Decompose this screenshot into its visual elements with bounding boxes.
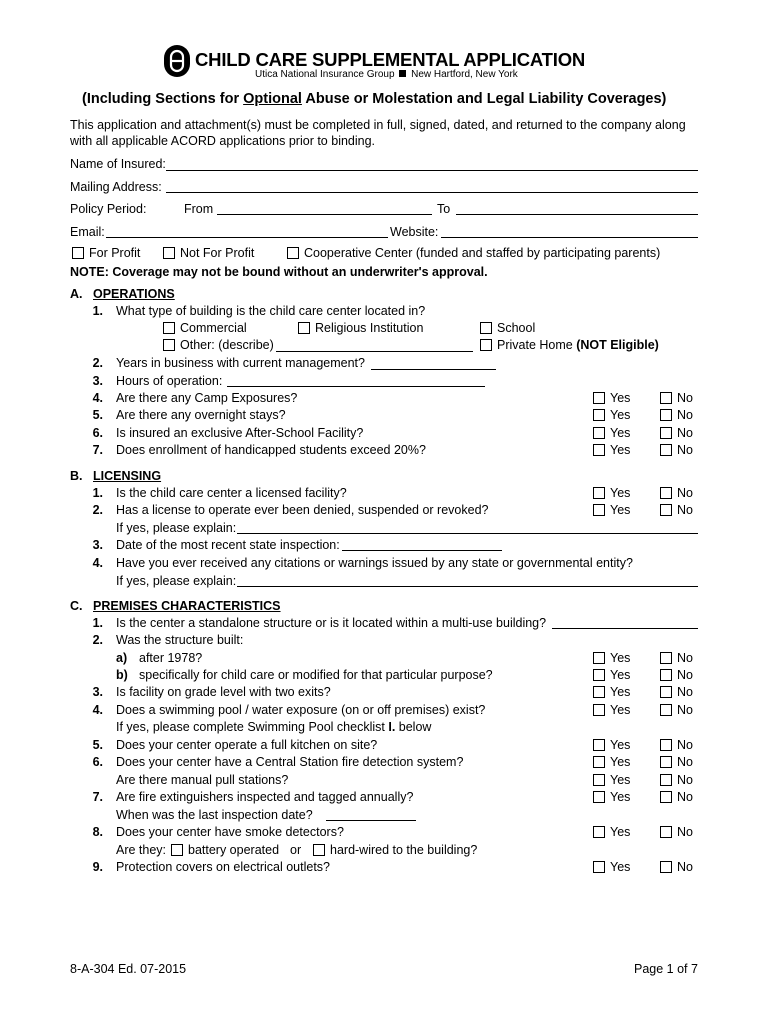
c-q4-subtext bbox=[116, 720, 431, 734]
question-number: 6. bbox=[92, 755, 103, 769]
no-label: No bbox=[677, 443, 693, 457]
logo-icon bbox=[163, 44, 191, 78]
c-q8-subtext: Are they: bbox=[116, 843, 167, 857]
c-q3-yes-checkbox[interactable] bbox=[593, 686, 605, 698]
question-number: 3. bbox=[92, 685, 103, 699]
company-subtitle bbox=[255, 69, 518, 80]
private-home-checkbox[interactable] bbox=[480, 339, 492, 351]
cooperative-label: Cooperative Center (funded and staffed by participating parents) bbox=[304, 246, 661, 260]
religious-checkbox[interactable] bbox=[298, 322, 310, 334]
to-label: To bbox=[437, 202, 451, 216]
form-id: 8-A-304 Ed. 07-2015 bbox=[70, 962, 187, 976]
cooperative-checkbox[interactable] bbox=[287, 247, 299, 259]
no-label: No bbox=[677, 738, 693, 752]
section-b-letter: B. bbox=[70, 469, 83, 483]
years-in-business-field[interactable] bbox=[371, 369, 496, 370]
question-number: 4. bbox=[92, 703, 103, 717]
question-number: 7. bbox=[92, 443, 103, 457]
intro-line-2: with all applicable ACORD applications prior to binding. bbox=[70, 134, 376, 148]
b-q4-explain-label: If yes, please explain: bbox=[116, 574, 237, 588]
b-q4-explain-field[interactable] bbox=[237, 586, 698, 587]
question-number: 1. bbox=[92, 304, 103, 318]
intro-line-1: This application and attachment(s) must be completed in full, signed, dated, and returned to the company along bbox=[70, 118, 686, 132]
from-label: From bbox=[184, 202, 214, 216]
policy-period-label: Policy Period: bbox=[70, 202, 147, 216]
form-heading bbox=[82, 91, 666, 107]
b-q1-text: Is the child care center a licensed facility? bbox=[116, 486, 347, 500]
question-number: 2. bbox=[92, 633, 103, 647]
no-label: No bbox=[677, 391, 693, 405]
c-q2b-yes-checkbox[interactable] bbox=[593, 669, 605, 681]
no-label: No bbox=[677, 685, 693, 699]
subtext-bold: I. bbox=[388, 720, 396, 734]
heading-part: (Including Sections for bbox=[82, 91, 244, 107]
no-label: No bbox=[677, 703, 693, 717]
a-q5-text: Are there any overnight stays? bbox=[116, 408, 286, 422]
yes-label: Yes bbox=[610, 391, 631, 405]
question-number: 8. bbox=[92, 825, 103, 839]
c-q4-no-checkbox[interactable] bbox=[660, 704, 672, 716]
yes-label: Yes bbox=[610, 651, 631, 665]
yes-label: Yes bbox=[610, 503, 631, 517]
name-field[interactable] bbox=[166, 170, 698, 171]
c-q6-text: Does your center have a Central Station fire detection system? bbox=[116, 755, 464, 769]
b-q2-explain-label: If yes, please explain: bbox=[116, 521, 237, 535]
other-building-checkbox[interactable] bbox=[163, 339, 175, 351]
c-q7-no-checkbox[interactable] bbox=[660, 791, 672, 803]
question-number: 5. bbox=[92, 738, 103, 752]
c-q2a-yes-checkbox[interactable] bbox=[593, 652, 605, 664]
yes-label: Yes bbox=[610, 426, 631, 440]
no-label: No bbox=[677, 426, 693, 440]
mailing-address-field[interactable] bbox=[166, 192, 698, 193]
a-q4-no-checkbox[interactable] bbox=[660, 392, 672, 404]
a-q7-yes-checkbox[interactable] bbox=[593, 444, 605, 456]
battery-operated-label: battery operated bbox=[188, 843, 280, 857]
no-label: No bbox=[677, 755, 693, 769]
hard-wired-checkbox[interactable] bbox=[313, 844, 325, 856]
c-q2a-text: after 1978? bbox=[139, 651, 203, 665]
b-q1-yes-checkbox[interactable] bbox=[593, 487, 605, 499]
c-q2b-no-checkbox[interactable] bbox=[660, 669, 672, 681]
policy-from-field[interactable] bbox=[217, 214, 432, 215]
question-number: 3. bbox=[92, 538, 103, 552]
c-q5-yes-checkbox[interactable] bbox=[593, 739, 605, 751]
yes-label: Yes bbox=[610, 486, 631, 500]
c-q2a-letter: a) bbox=[116, 651, 128, 665]
a-q7-text: Does enrollment of handicapped students exceed 20%? bbox=[116, 443, 426, 457]
a-q5-no-checkbox[interactable] bbox=[660, 409, 672, 421]
b-q3-text: Date of the most recent state inspection: bbox=[116, 538, 340, 552]
section-c-title: PREMISES CHARACTERISTICS bbox=[93, 599, 281, 613]
c-q6sub-yes-checkbox[interactable] bbox=[593, 774, 605, 786]
yes-label: Yes bbox=[610, 790, 631, 804]
c-q2b-text: specifically for child care or modified for that particular purpose? bbox=[139, 668, 493, 682]
yes-label: Yes bbox=[610, 443, 631, 457]
a-q5-yes-checkbox[interactable] bbox=[593, 409, 605, 421]
form-title: CHILD CARE SUPPLEMENTAL APPLICATION bbox=[195, 49, 586, 70]
a-q2-text: Years in business with current management? bbox=[116, 356, 365, 370]
underwriter-note: NOTE: Coverage may not be bound without an underwriter's approval. bbox=[70, 265, 488, 279]
c-q7-text: Are fire extinguishers inspected and tagged annually? bbox=[116, 790, 414, 804]
extinguisher-inspection-date-field[interactable] bbox=[326, 820, 416, 821]
a-q4-yes-checkbox[interactable] bbox=[593, 392, 605, 404]
question-number: 9. bbox=[92, 860, 103, 874]
c-q8-no-checkbox[interactable] bbox=[660, 826, 672, 838]
yes-label: Yes bbox=[610, 825, 631, 839]
email-field[interactable] bbox=[106, 237, 388, 238]
hours-of-operation-field[interactable] bbox=[227, 386, 485, 387]
yes-label: Yes bbox=[610, 755, 631, 769]
yes-label: Yes bbox=[610, 668, 631, 682]
section-b-title: LICENSING bbox=[93, 469, 162, 483]
c-q2-text: Was the structure built: bbox=[116, 633, 244, 647]
no-label: No bbox=[677, 408, 693, 422]
a-q1-text: What type of building is the child care center located in? bbox=[116, 304, 426, 318]
c-q3-text: Is facility on grade level with two exits? bbox=[116, 685, 331, 699]
not-for-profit-checkbox[interactable] bbox=[163, 247, 175, 259]
c-q9-text: Protection covers on electrical outlets? bbox=[116, 860, 330, 874]
no-label: No bbox=[677, 773, 693, 787]
section-a-letter: A. bbox=[70, 287, 83, 301]
commercial-label: Commercial bbox=[180, 321, 247, 335]
c-q1-text: Is the center a standalone structure or is it located within a multi-use building? bbox=[116, 616, 547, 630]
not-eligible-text: (NOT Eligible) bbox=[576, 338, 659, 352]
a-q6-text: Is insured an exclusive After-School Facility? bbox=[116, 426, 364, 440]
company-logo bbox=[163, 44, 191, 78]
a-q6-yes-checkbox[interactable] bbox=[593, 427, 605, 439]
question-number: 4. bbox=[92, 391, 103, 405]
email-label: Email: bbox=[70, 225, 105, 239]
c-q8-yes-checkbox[interactable] bbox=[593, 826, 605, 838]
mailing-label: Mailing Address: bbox=[70, 180, 162, 194]
c-q4-yes-checkbox[interactable] bbox=[593, 704, 605, 716]
c-q6-subtext: Are there manual pull stations? bbox=[116, 773, 289, 787]
private-home-label bbox=[497, 338, 659, 352]
no-label: No bbox=[677, 825, 693, 839]
a-q3-text: Hours of operation: bbox=[116, 374, 223, 388]
school-label: School bbox=[497, 321, 536, 335]
yes-label: Yes bbox=[610, 685, 631, 699]
school-checkbox[interactable] bbox=[480, 322, 492, 334]
c-q7-subtext: When was the last inspection date? bbox=[116, 808, 313, 822]
c-q6-yes-checkbox[interactable] bbox=[593, 756, 605, 768]
question-number: 2. bbox=[92, 356, 103, 370]
a-q6-no-checkbox[interactable] bbox=[660, 427, 672, 439]
b-q2-explain-field[interactable] bbox=[237, 533, 698, 534]
no-label: No bbox=[677, 486, 693, 500]
a-q4-text: Are there any Camp Exposures? bbox=[116, 391, 298, 405]
c-q4-text: Does a swimming pool / water exposure (on or off premises) exist? bbox=[116, 703, 486, 717]
section-a-title: OPERATIONS bbox=[93, 287, 175, 301]
private-home-text: Private Home bbox=[497, 338, 577, 352]
subtext-part: below bbox=[395, 720, 432, 734]
c-q9-yes-checkbox[interactable] bbox=[593, 861, 605, 873]
question-number: 7. bbox=[92, 790, 103, 804]
hard-wired-label: hard-wired to the building? bbox=[330, 843, 478, 857]
religious-label: Religious Institution bbox=[315, 321, 424, 335]
page-number: Page 1 of 7 bbox=[634, 962, 698, 976]
c-q9-no-checkbox[interactable] bbox=[660, 861, 672, 873]
heading-optional: Optional bbox=[243, 91, 302, 107]
heading-part: Abuse or Molestation and Legal Liability Coverages) bbox=[301, 91, 667, 107]
no-label: No bbox=[677, 503, 693, 517]
question-number: 3. bbox=[92, 374, 103, 388]
question-number: 2. bbox=[92, 503, 103, 517]
c-q6sub-no-checkbox[interactable] bbox=[660, 774, 672, 786]
b-q2-text: Has a license to operate ever been denied, suspended or revoked? bbox=[116, 503, 489, 517]
battery-operated-checkbox[interactable] bbox=[171, 844, 183, 856]
section-c-letter: C. bbox=[70, 599, 83, 613]
company-name: Utica National Insurance Group bbox=[255, 69, 395, 80]
b-q2-no-checkbox[interactable] bbox=[660, 504, 672, 516]
no-label: No bbox=[677, 860, 693, 874]
question-number: 1. bbox=[92, 616, 103, 630]
website-field[interactable] bbox=[441, 237, 698, 238]
question-number: 1. bbox=[92, 486, 103, 500]
c-q8-text: Does your center have smoke detectors? bbox=[116, 825, 344, 839]
yes-label: Yes bbox=[610, 860, 631, 874]
c-q5-text: Does your center operate a full kitchen on site? bbox=[116, 738, 378, 752]
c-q5-no-checkbox[interactable] bbox=[660, 739, 672, 751]
yes-label: Yes bbox=[610, 703, 631, 717]
question-number: 5. bbox=[92, 408, 103, 422]
b-q4-text: Have you ever received any citations or warnings issued by any state or governmental entity? bbox=[116, 556, 633, 570]
c-q7-yes-checkbox[interactable] bbox=[593, 791, 605, 803]
other-building-label: Other: (describe) bbox=[180, 338, 274, 352]
subtext-part: If yes, please complete Swimming Pool checklist bbox=[116, 720, 389, 734]
c-q2b-letter: b) bbox=[116, 668, 128, 682]
c-q2a-no-checkbox[interactable] bbox=[660, 652, 672, 664]
b-q1-no-checkbox[interactable] bbox=[660, 487, 672, 499]
website-label: Website: bbox=[390, 225, 439, 239]
structure-type-field[interactable] bbox=[552, 628, 698, 629]
company-location: New Hartford, New York bbox=[411, 69, 518, 80]
question-number: 6. bbox=[92, 426, 103, 440]
inspection-date-field[interactable] bbox=[342, 550, 502, 551]
name-label: Name of Insured: bbox=[70, 157, 166, 171]
for-profit-checkbox[interactable] bbox=[72, 247, 84, 259]
or-label: or bbox=[290, 843, 302, 857]
yes-label: Yes bbox=[610, 773, 631, 787]
no-label: No bbox=[677, 790, 693, 804]
a-q7-no-checkbox[interactable] bbox=[660, 444, 672, 456]
b-q2-yes-checkbox[interactable] bbox=[593, 504, 605, 516]
square-bullet-icon bbox=[399, 70, 406, 77]
policy-to-field[interactable] bbox=[456, 214, 698, 215]
no-label: No bbox=[677, 668, 693, 682]
commercial-checkbox[interactable] bbox=[163, 322, 175, 334]
for-profit-label: For Profit bbox=[89, 246, 141, 260]
yes-label: Yes bbox=[610, 408, 631, 422]
yes-label: Yes bbox=[610, 738, 631, 752]
no-label: No bbox=[677, 651, 693, 665]
other-building-field[interactable] bbox=[276, 351, 473, 352]
not-for-profit-label: Not For Profit bbox=[180, 246, 255, 260]
question-number: 4. bbox=[92, 556, 103, 570]
c-q3-no-checkbox[interactable] bbox=[660, 686, 672, 698]
c-q6-no-checkbox[interactable] bbox=[660, 756, 672, 768]
